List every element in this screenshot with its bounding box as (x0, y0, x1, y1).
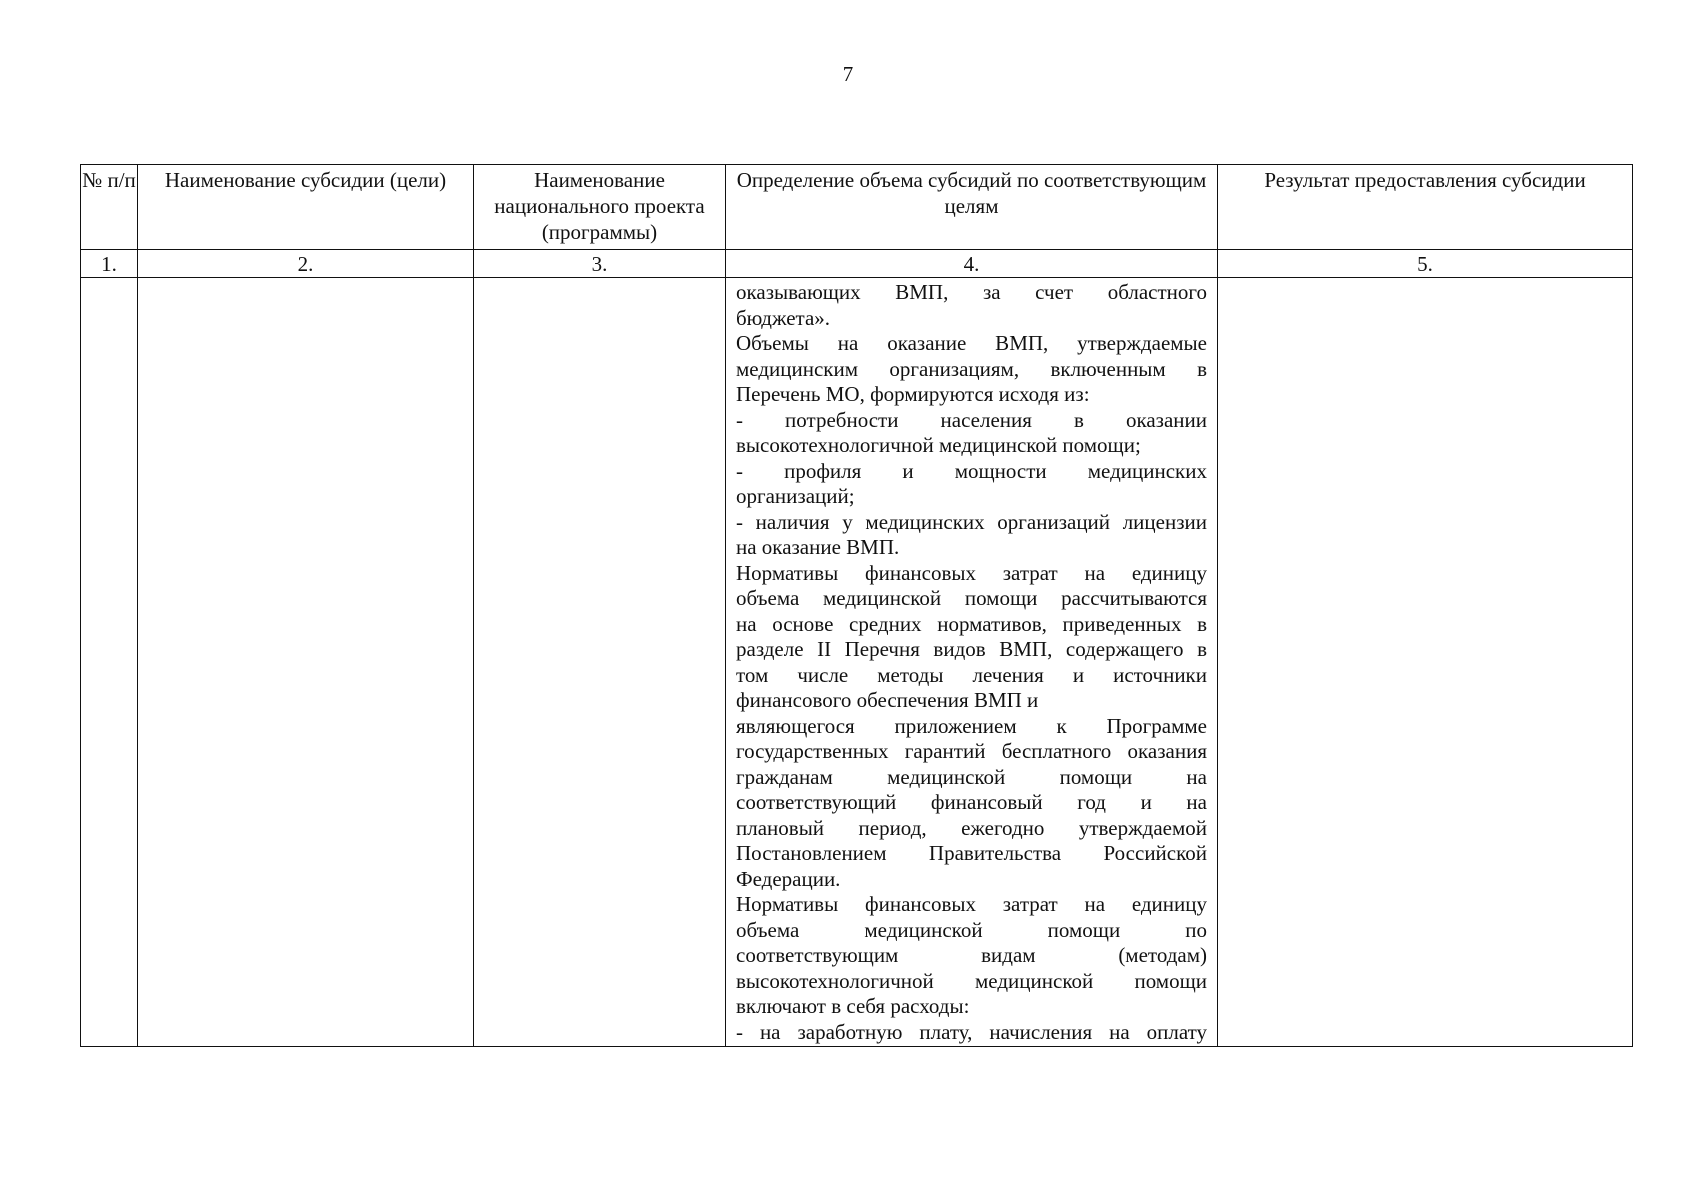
text-line: высокотехнологичной медицинской помощи (736, 968, 1207, 993)
cell-number (81, 278, 138, 1047)
text-line: Постановлением Правительства Российской (736, 841, 1207, 865)
column-number: 4. (726, 250, 1218, 278)
table-header-row (81, 165, 1633, 250)
header-national-project: Наименование национального проекта (программы) (474, 165, 726, 250)
text-line: включают в себя расходы: (736, 994, 970, 1018)
header-volume-definition: Определение объема субсидий по соответствующим целям (726, 165, 1218, 250)
page-number: 7 (842, 62, 854, 86)
header-number: № п/п (81, 165, 138, 250)
text-line: Перечень МО, формируются исходя из: (736, 382, 1090, 406)
header-result: Результат предоставления субсидии (1218, 165, 1633, 250)
text-line: Объемы на оказание ВМП, утверждаемые (736, 331, 1207, 355)
text-line: - потребности населения в оказании (736, 407, 1207, 432)
text-line: финансового обеспечения ВМП и (736, 688, 1039, 712)
text-line: объема медицинской помощи рассчитываются (736, 586, 1207, 610)
text-line: являющегося приложением к Программе (736, 713, 1207, 738)
text-line: - профиля и мощности медицинских (736, 458, 1207, 483)
column-number: 5. (1218, 250, 1633, 278)
text-line: оказывающих ВМП, за счет областного (736, 280, 1207, 304)
cell-volume-definition (726, 278, 1218, 1047)
cell-national-project (474, 278, 726, 1047)
column-number: 1. (81, 250, 138, 278)
text-line: гражданам медицинской помощи на (736, 764, 1207, 789)
text-line: - на заработную плату, начисления на оплату (736, 1019, 1207, 1044)
text-line: организаций; (736, 484, 855, 508)
column-number: 3. (474, 250, 726, 278)
cell-subsidy-name (138, 278, 474, 1047)
text-line: высокотехнологичной медицинской помощи; (736, 433, 1141, 457)
text-line: бюджета». (736, 305, 831, 330)
text-line: государственных гарантий бесплатного оказания (736, 739, 1207, 763)
table-row (81, 278, 1633, 1047)
text-line: соответствующим видам (методам) (736, 943, 1207, 967)
text-line: на основе средних нормативов, приведенных в (736, 611, 1207, 636)
text-line: плановый период, ежегодно утверждаемой (736, 815, 1207, 840)
column-number: 2. (138, 250, 474, 278)
text-line: разделе II Перечня видов ВМП, содержащего в (736, 637, 1207, 661)
subsidy-table (80, 164, 1633, 1047)
text-line: на оказание ВМП. (736, 535, 900, 559)
text-line: соответствующий финансовый год и на (736, 790, 1207, 814)
text-line: Нормативы финансовых затрат на единицу (736, 892, 1207, 916)
text-line: - наличия у медицинских организаций лицензии (736, 509, 1207, 534)
text-line: Нормативы финансовых затрат на единицу (736, 560, 1207, 585)
header-subsidy-name: Наименование субсидии (цели) (138, 165, 474, 250)
text-line: медицинским организациям, включенным в (736, 356, 1207, 381)
text-line: том числе методы лечения и источники (736, 662, 1207, 687)
text-line: объема медицинской помощи по (736, 917, 1207, 942)
column-number-row (81, 250, 1633, 278)
cell-result (1218, 278, 1633, 1047)
text-line: Федерации. (736, 866, 841, 891)
